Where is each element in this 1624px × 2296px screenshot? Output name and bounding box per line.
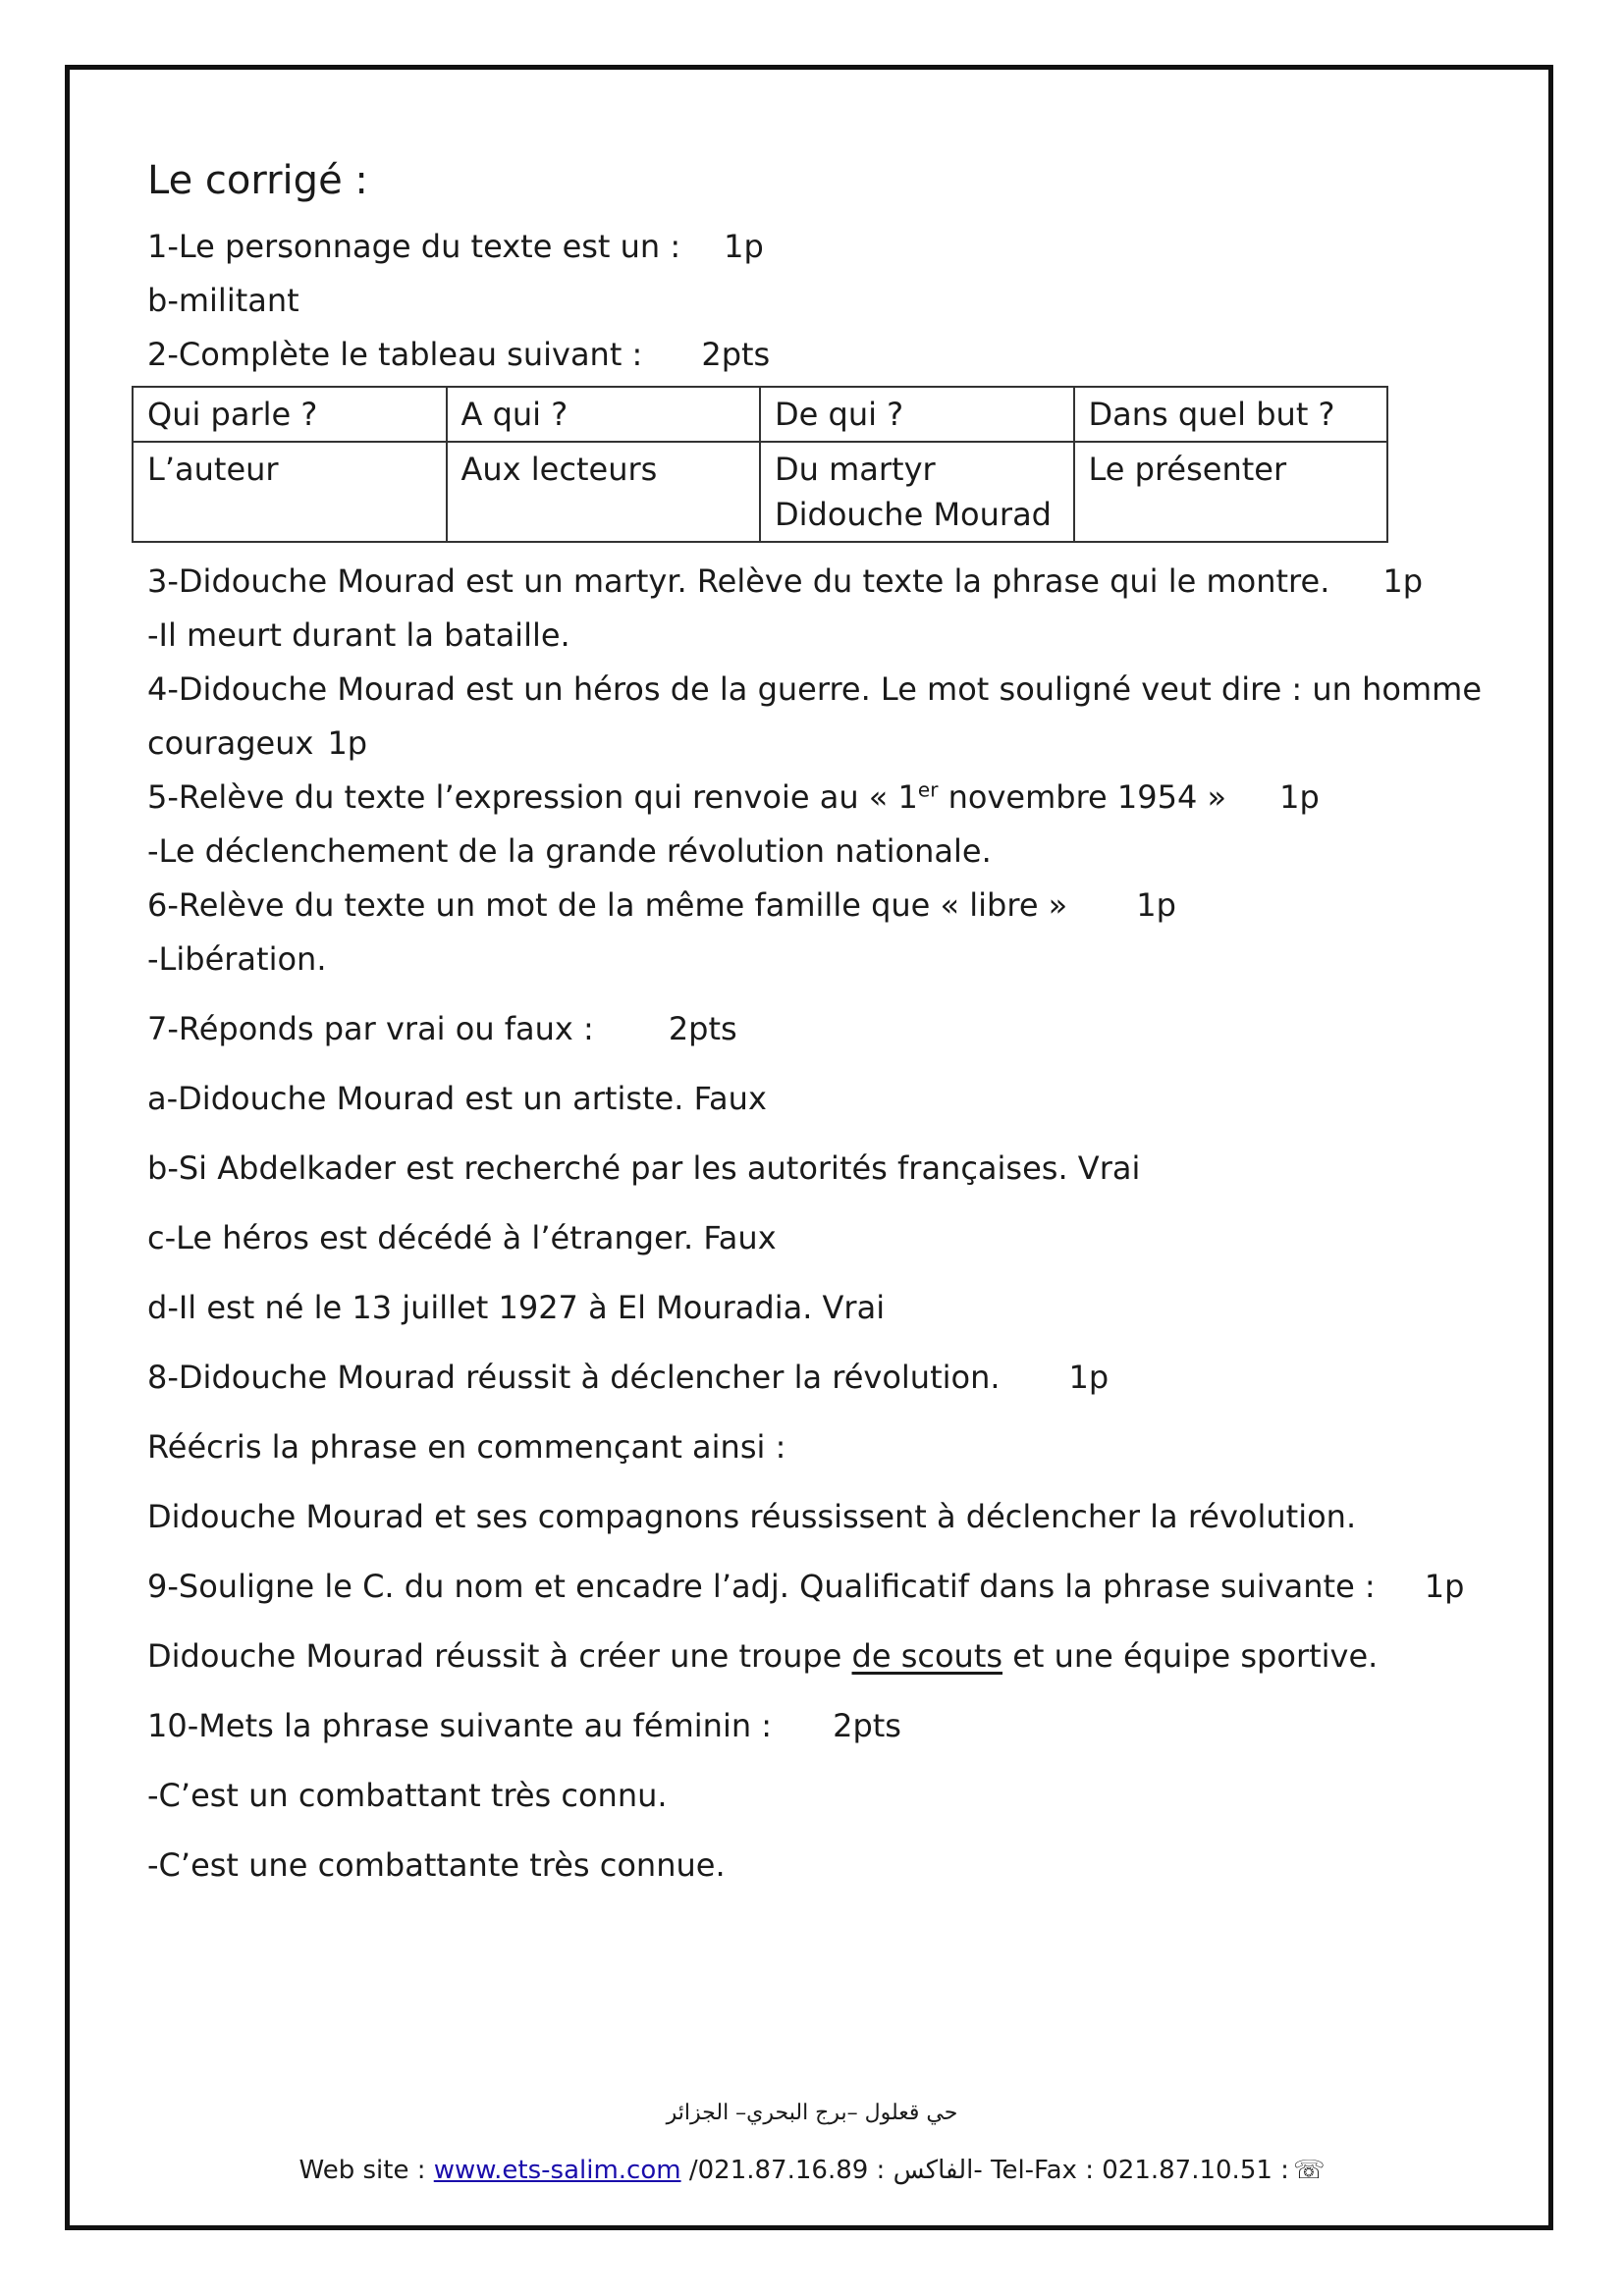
table-cell: Aux lecteurs [447,442,761,542]
sentence-10-masculine: -C’est un combattant très connu. [147,1777,668,1814]
points: 1p [724,228,764,265]
telephone-icon: ☏ [1292,2156,1326,2185]
underlined-complement: de scouts [851,1637,1003,1675]
points: 1p [1424,1568,1465,1605]
sentence-9: Didouche Mourad réussit à créer une troupe de scouts et une équipe sportive. [147,1637,1379,1675]
footer-contact: Web site : www.ets-salim.com /021.87.16.89 : الفاكس- Tel-Fax : 021.87.10.51 : ☏ [298,2156,1326,2185]
answer-5: -Le déclenchement de la grande révolution nationale. [147,832,992,870]
true-false-answer: Vrai [822,1289,886,1326]
list-item: a-Didouche Mourad est un artiste. Faux [147,1080,767,1117]
true-false-answer: Faux [703,1219,777,1256]
points: 2pts [701,336,771,373]
table-header: De qui ? [760,387,1074,442]
points: 2pts [833,1707,901,1744]
answer-6: -Libération. [147,940,327,978]
question-3: 3-Didouche Mourad est un martyr. Relève du texte la phrase qui le montre. 1p [147,555,1483,609]
table-header: Qui parle ? [133,387,447,442]
points: 1p [1382,562,1424,600]
question-2: 2-Complète le tableau suivant : 2pts [147,328,1483,382]
answer-8: Didouche Mourad et ses compagnons réussissent à déclencher la révolution. [147,1498,1357,1535]
points: 1p [1279,778,1320,816]
table-header-row [133,387,1387,442]
points: 1p [327,724,368,762]
table-row [133,442,1387,542]
table-cell: Le présenter [1074,442,1388,542]
answer-1: b-militant [147,282,299,319]
footer-address: حي قعلول –برج البحري– الجزائر [666,2101,958,2125]
answer-table [132,386,1388,543]
instruction-8: Réécris la phrase en commençant ainsi : [147,1428,786,1466]
true-false-answer: Vrai [1077,1149,1141,1187]
answer-key [147,157,1483,1893]
question-5: 5-Relève du texte l’expression qui renvoie au « 1er novembre 1954 » 1p [147,771,1483,825]
question-9: 9-Souligne le C. du nom et encadre l’adj. Qualificatif dans la phrase suivante : 1p [147,1560,1483,1614]
answer-10-feminine: -C’est une combattante très connue. [147,1846,726,1884]
answer-3: -Il meurt durant la bataille. [147,616,570,654]
points: 1p [1136,886,1176,924]
question-7: 7-Réponds par vrai ou faux : 2pts [147,1002,1483,1056]
table-header: Dans quel but ? [1074,387,1388,442]
list-item: d-Il est né le 13 juillet 1927 à El Mouradia. Vrai [147,1289,886,1326]
question-4: 4-Didouche Mourad est un héros de la guerre. Le mot souligné veut dire : un homme courageux 1p [147,663,1483,771]
question-1: 1-Le personnage du texte est un : 1p [147,220,1483,274]
question-10: 10-Mets la phrase suivante au féminin : 2pts [147,1699,1483,1753]
website-link[interactable]: www.ets-salim.com [433,2156,681,2185]
table-cell: L’auteur [133,442,447,542]
table-header: A qui ? [447,387,761,442]
list-item: b-Si Abdelkader est recherché par les autorités françaises. Vrai [147,1149,1141,1187]
page-title: Le corrigé : [147,158,368,203]
list-item: c-Le héros est décédé à l’étranger. Faux [147,1219,777,1256]
points: 2pts [668,1010,737,1047]
question-8: 8-Didouche Mourad réussit à déclencher la révolution. 1p [147,1351,1483,1405]
question-6: 6-Relève du texte un mot de la même famille que « libre » 1p [147,879,1483,933]
true-false-answer: Faux [693,1080,767,1117]
points: 1p [1068,1359,1110,1396]
table-cell: Du martyr Didouche Mourad [760,442,1074,542]
